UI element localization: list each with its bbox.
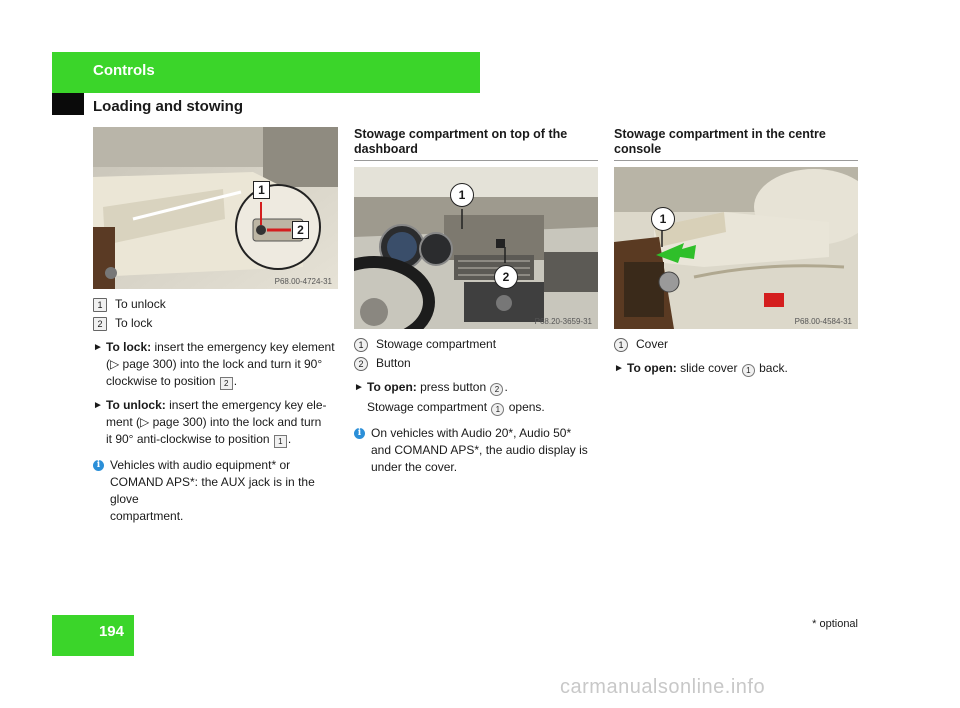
position-ref: 1: [491, 403, 504, 416]
instruction-lock: [93, 339, 343, 390]
heading-line: Stowage compartment on top of the: [354, 127, 568, 141]
position-ref: 1: [742, 364, 755, 377]
callout-2: 2: [494, 265, 518, 289]
instruction-keyword: To open:: [627, 361, 677, 375]
result-text: Stowage compartment: [367, 400, 491, 414]
instruction-text: insert the emergency key element: [151, 340, 335, 354]
instruction-open: [354, 379, 604, 396]
instruction-text: clockwise to position: [106, 374, 219, 388]
legend-label: Cover: [636, 337, 669, 351]
instruction-result: [354, 399, 604, 416]
callout-1: 1: [450, 183, 474, 207]
column-heading: [614, 127, 858, 161]
info-text: Vehicles with audio equipment* or: [110, 458, 291, 472]
instruction-text: insert the emergency key ele-: [165, 398, 327, 412]
subsection-title: Loading and stowing: [93, 98, 243, 115]
legend-label: Stowage compartment: [376, 337, 497, 351]
legend-label: To lock: [115, 316, 153, 330]
console-photo: [614, 167, 858, 329]
column-heading: [354, 127, 598, 161]
info-text: COMAND APS*: the AUX jack is in the glove: [110, 475, 315, 506]
step-arrow-icon: ►: [93, 342, 103, 353]
legend-item: [354, 336, 604, 353]
heading-line: dashboard: [354, 142, 418, 156]
info-text: under the cover.: [371, 460, 458, 474]
dashboard-photo: [354, 167, 598, 329]
callout-1: 1: [651, 207, 675, 231]
legend-number: 1: [354, 338, 368, 352]
instruction-text: back.: [755, 361, 788, 375]
watermark: carmanualsonline.info: [560, 676, 766, 698]
page-number: 194: [52, 615, 134, 656]
legend-item: [354, 355, 604, 372]
instruction-unlock: [93, 397, 343, 448]
glovebox-photo: [93, 127, 338, 289]
callout-2: 2: [292, 221, 309, 239]
photo-code: P68.00-4724-31: [274, 277, 332, 286]
info-text: compartment.: [110, 509, 184, 523]
info-text: On vehicles with Audio 20*, Audio 50*: [371, 426, 572, 440]
column-1: [93, 294, 343, 525]
instruction-text: it 90° anti-clockwise to position: [106, 432, 273, 446]
photo-code: P68.00-4584-31: [794, 317, 852, 326]
step-arrow-icon: ►: [354, 382, 364, 393]
photo-code: P68.20-3659-31: [534, 317, 592, 326]
footnote: * optional: [812, 618, 858, 630]
legend-number: 1: [93, 298, 107, 312]
column-2-text: [354, 334, 604, 476]
instruction-keyword: To open:: [367, 380, 417, 394]
column-3: [614, 127, 858, 161]
legend-item: [93, 315, 343, 332]
legend-number: 2: [354, 357, 368, 371]
instruction-keyword: To lock:: [106, 340, 152, 354]
legend-number: 1: [614, 338, 628, 352]
instruction-text: .: [504, 380, 508, 394]
column-3-text: [614, 334, 864, 377]
legend-label: To unlock: [115, 297, 166, 311]
info-icon: i: [354, 428, 365, 439]
callout-1: 1: [253, 181, 270, 199]
info-icon: i: [93, 460, 104, 471]
heading-line: console: [614, 142, 662, 156]
legend-item: [93, 296, 343, 313]
instruction-text: slide cover: [676, 361, 741, 375]
info-note: [354, 425, 604, 476]
info-note: [93, 457, 343, 525]
section-title: Controls: [93, 62, 155, 79]
instruction-text: .: [287, 432, 292, 446]
instruction-text: .: [233, 374, 238, 388]
step-arrow-icon: ►: [614, 363, 624, 374]
instruction-keyword: To unlock:: [106, 398, 166, 412]
instruction-text: (▷ page 300) into the lock and turn it 90°: [106, 357, 323, 371]
position-ref: 2: [490, 383, 503, 396]
instruction-text: ment (▷ page 300) into the lock and turn: [106, 415, 322, 429]
step-arrow-icon: ►: [93, 400, 103, 411]
legend-label: Button: [376, 356, 411, 370]
legend-number: 2: [93, 317, 107, 331]
legend-item: [614, 336, 864, 353]
column-2: [354, 127, 598, 161]
instruction-open: [614, 360, 864, 377]
result-text: opens.: [505, 400, 545, 414]
header-marker: [52, 93, 84, 115]
position-ref: 2: [220, 377, 233, 390]
heading-line: Stowage compartment in the centre: [614, 127, 826, 141]
info-text: and COMAND APS*, the audio display is: [371, 443, 588, 457]
instruction-text: press button: [416, 380, 490, 394]
position-ref: 1: [274, 435, 287, 448]
